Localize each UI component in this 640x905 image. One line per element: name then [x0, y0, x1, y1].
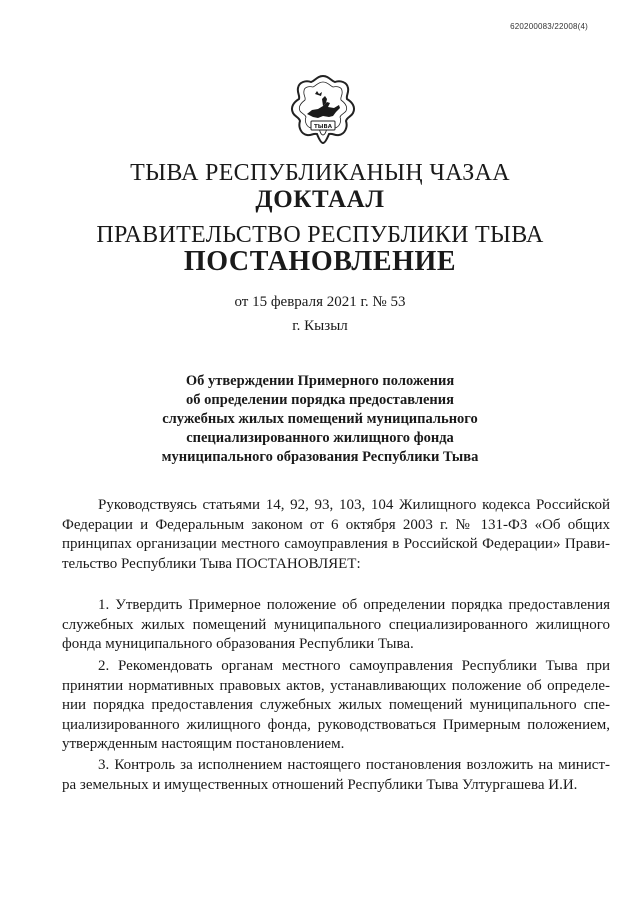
paragraph-line: 1. Утвердить Примерное положение об определении порядка предоставления — [98, 597, 610, 613]
paragraph-line: 2. Рекомендовать органам местного самоуправления Республики Тыва при — [98, 658, 610, 674]
paragraph-line: фонда муниципального образования Республики Тыва. — [62, 636, 414, 652]
paragraph-line: утвержденным настоящим постановлением. — [62, 736, 345, 752]
subject-line: служебных жилых помещений муниципального — [162, 411, 478, 427]
emblem-ribbon-text: ТЫВА — [314, 124, 332, 130]
subject-line: муниципального образования Республики Тыва — [161, 449, 479, 465]
paragraph-line: тельство Республики Тыва ПОСТАНОВЛЯЕТ: — [62, 555, 361, 572]
tuvan-document-type: ДОКТААЛ — [255, 186, 385, 213]
decree-item-2 — [62, 657, 610, 755]
subject-line: Об утверждении Примерного положения — [185, 373, 455, 389]
preamble-paragraph — [62, 496, 610, 574]
decree-item-3 — [62, 756, 610, 795]
russian-government-title: ПРАВИТЕЛЬСТВО РЕСПУБЛИКИ ТЫВА — [96, 222, 544, 248]
paragraph-line: служебных жилых помещений муниципального специализированного жилищного — [62, 616, 610, 633]
paragraph-line: Руководствуясь статьями 14, 92, 93, 103, 104 Жилищного кодекса Российской — [98, 497, 610, 513]
coat-of-arms-emblem — [285, 72, 361, 148]
paragraph-line: циализированного жилищного фонда, руководствоваться Примерным положением, — [62, 716, 610, 733]
document-registration-number: 620200083/22008(4) — [510, 22, 588, 31]
paragraph-line: Федерации и Федеральным законом от 6 октября 2003 г. № 131-ФЗ «Об общих — [62, 516, 610, 533]
document-city: г. Кызыл — [292, 318, 348, 334]
paragraph-line: 3. Контроль за исполнением настоящего постановления возложить на минист- — [98, 757, 610, 773]
paragraph-line: принятии нормативных правовых актов, устанавливающих положение об определе- — [62, 677, 610, 694]
paragraph-line: ра земельных и имущественных отношений Республики Тыва Ултургашева И.И. — [62, 776, 578, 793]
tuvan-government-title: ТЫВА РЕСПУБЛИКАНЫҢ ЧАЗАА — [130, 160, 510, 186]
emblem-sun — [315, 91, 322, 96]
subject-line: об определении порядка предоставления — [186, 392, 454, 408]
russian-document-type: ПОСТАНОВЛЕНИЕ — [183, 246, 457, 277]
decree-item-1 — [62, 596, 610, 655]
paragraph-line: нии порядка предоставления служебных жилых помещений муниципального спе- — [62, 697, 610, 713]
subject-line: специализированного жилищного фонда — [186, 430, 454, 446]
document-subject — [120, 372, 520, 467]
paragraph-line: принципах организации местного самоуправления в Российской Федерации» Прави- — [62, 536, 610, 552]
document-date-number: от 15 февраля 2021 г. № 53 — [234, 294, 406, 310]
